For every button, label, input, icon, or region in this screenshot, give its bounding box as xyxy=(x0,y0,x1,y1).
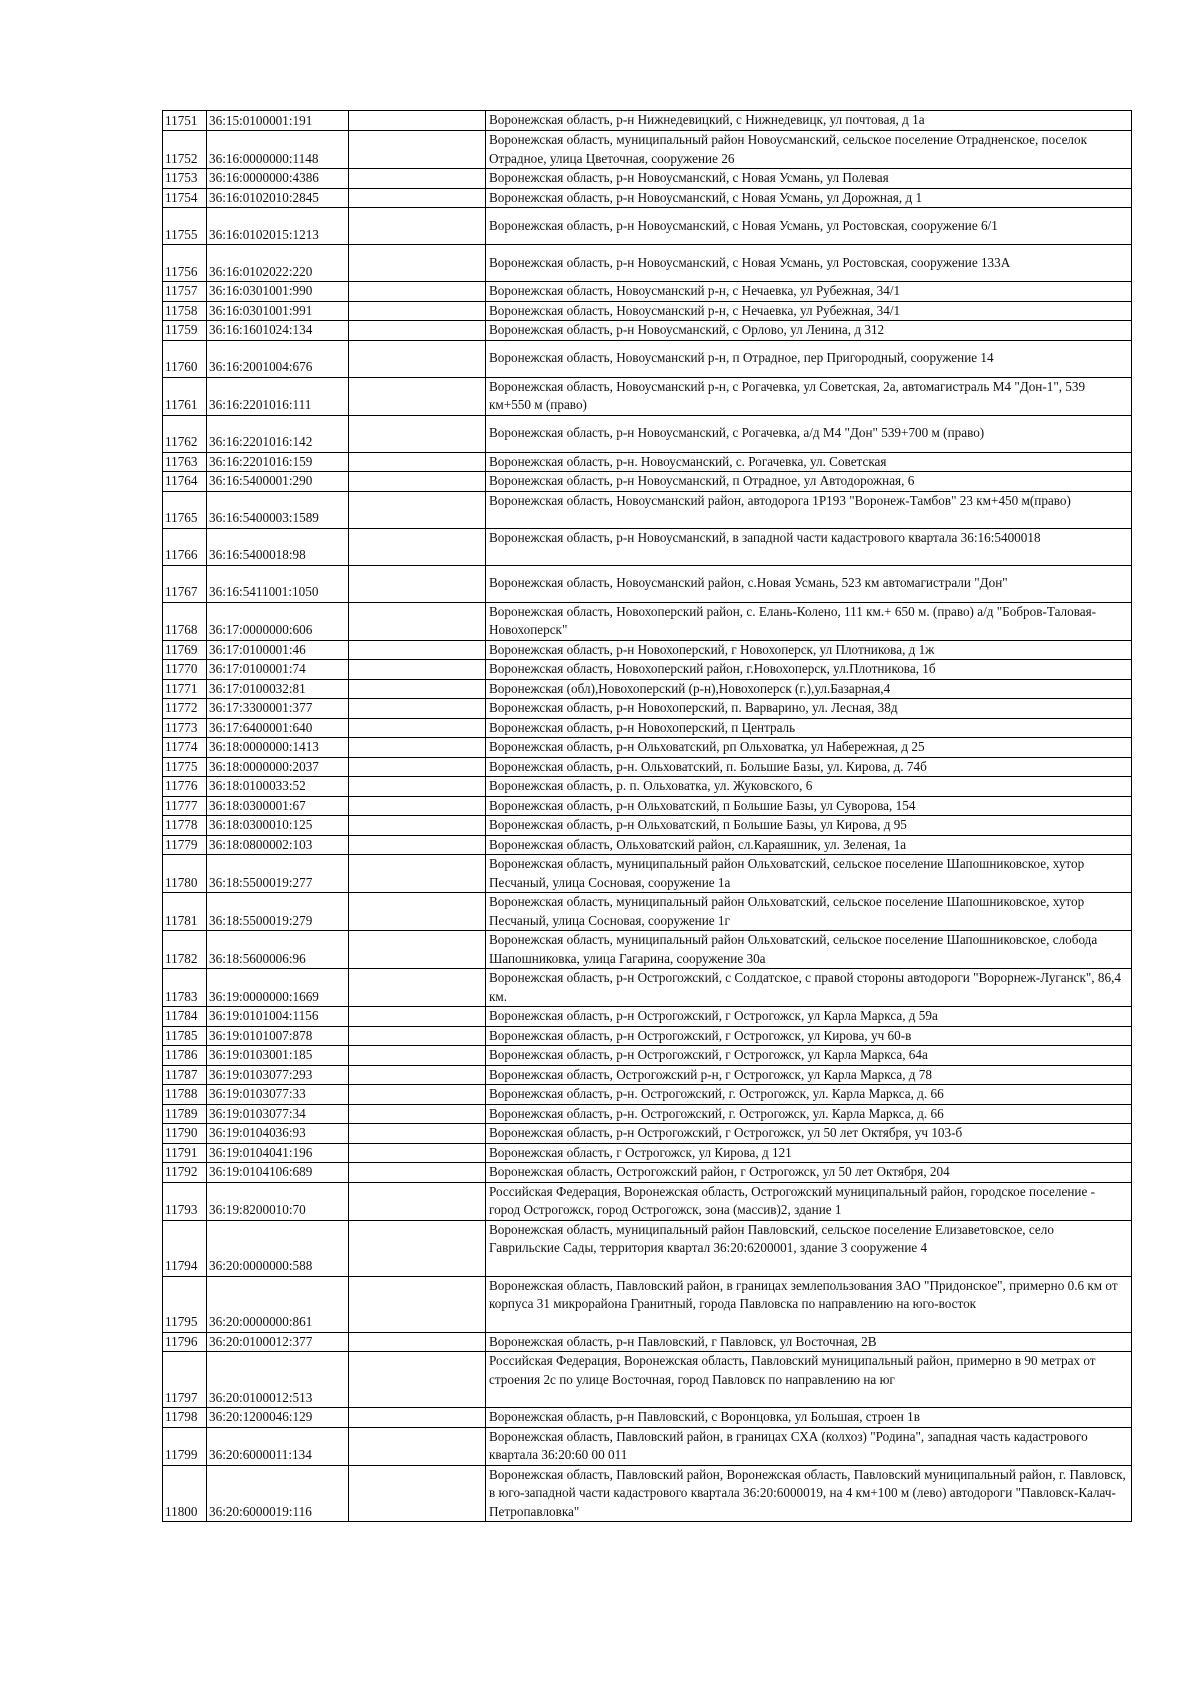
cadastral-number-cell: 36:19:0103001:185 xyxy=(207,1046,349,1066)
empty-cell xyxy=(349,1124,486,1144)
address-cell: Воронежская область, р-н Новохоперский, п Централь xyxy=(486,718,1132,738)
address-cell: Воронежская область, р-н Новоусманский, с Новая Усмань, ул Ростовская, сооружение 6/1 xyxy=(486,208,1132,245)
cadastral-number-cell: 36:16:2201016:159 xyxy=(207,452,349,472)
empty-cell xyxy=(349,111,486,131)
table-row xyxy=(163,640,1132,660)
row-number-cell: 11794 xyxy=(163,1220,207,1276)
row-number-cell: 11763 xyxy=(163,452,207,472)
table-row xyxy=(163,816,1132,836)
cadastral-number-cell: 36:18:5600006:96 xyxy=(207,931,349,969)
cadastral-number-cell: 36:16:2201016:142 xyxy=(207,415,349,452)
empty-cell xyxy=(349,528,486,565)
empty-cell xyxy=(349,1465,486,1522)
row-number-cell: 11797 xyxy=(163,1352,207,1408)
empty-cell xyxy=(349,491,486,528)
empty-cell xyxy=(349,1143,486,1163)
row-number-cell: 11778 xyxy=(163,816,207,836)
row-number-cell: 11770 xyxy=(163,660,207,680)
address-cell: Воронежская область, р-н Павловский, г Павловск, ул Восточная, 2В xyxy=(486,1332,1132,1352)
cadastral-number-cell: 36:19:0104036:93 xyxy=(207,1124,349,1144)
address-cell: Воронежская область, Новохоперский район, г.Новохоперск, ул.Плотникова, 1б xyxy=(486,660,1132,680)
empty-cell xyxy=(349,1182,486,1220)
cadastral-number-cell: 36:17:0000000:606 xyxy=(207,602,349,640)
row-number-cell: 11751 xyxy=(163,111,207,131)
address-cell: Воронежская область, р-н. Острогожский, г. Острогожск, ул. Карла Маркса, д. 66 xyxy=(486,1104,1132,1124)
cadastral-number-cell: 36:17:0100001:74 xyxy=(207,660,349,680)
empty-cell xyxy=(349,679,486,699)
table-row xyxy=(163,111,1132,131)
cadastral-number-cell: 36:20:0000000:588 xyxy=(207,1220,349,1276)
row-number-cell: 11774 xyxy=(163,738,207,758)
table-row xyxy=(163,893,1132,931)
address-cell: Воронежская (обл),Новохоперский (р-н),Новохоперск (г.),ул.Базарная,4 xyxy=(486,679,1132,699)
cadastral-number-cell: 36:20:6000019:116 xyxy=(207,1465,349,1522)
address-cell: Российская Федерация, Воронежская область, Павловский муниципальный район, примерно в 90 метрах от строения 2с по улице Восточная, город Павловск по направлению на юг xyxy=(486,1352,1132,1408)
table-row xyxy=(163,738,1132,758)
row-number-cell: 11777 xyxy=(163,796,207,816)
row-number-cell: 11776 xyxy=(163,777,207,797)
cadastral-number-cell: 36:19:0103077:293 xyxy=(207,1065,349,1085)
empty-cell xyxy=(349,415,486,452)
table-row xyxy=(163,491,1132,528)
table-row xyxy=(163,679,1132,699)
row-number-cell: 11768 xyxy=(163,602,207,640)
row-number-cell: 11764 xyxy=(163,472,207,492)
row-number-cell: 11795 xyxy=(163,1276,207,1332)
row-number-cell: 11753 xyxy=(163,169,207,189)
address-cell: Воронежская область, р-н Ольховатский, п Большие Базы, ул Суворова, 154 xyxy=(486,796,1132,816)
address-cell: Воронежская область, Новоусманский р-н, с Нечаевка, ул Рубежная, 34/1 xyxy=(486,282,1132,302)
address-cell: Воронежская область, р-н Ольховатский, рп Ольховатка, ул Набережная, д 25 xyxy=(486,738,1132,758)
row-number-cell: 11779 xyxy=(163,835,207,855)
address-cell: Воронежская область, Новоусманский район, с.Новая Усмань, 523 км автомагистрали "Дон" xyxy=(486,565,1132,602)
cadastral-number-cell: 36:16:5411001:1050 xyxy=(207,565,349,602)
address-cell: Воронежская область, р-н Новоусманский, с Новая Усмань, ул Ростовская, сооружение 133А xyxy=(486,245,1132,282)
row-number-cell: 11765 xyxy=(163,491,207,528)
row-number-cell: 11771 xyxy=(163,679,207,699)
row-number-cell: 11760 xyxy=(163,340,207,377)
address-cell: Воронежская область, Острогожский район, г Острогожск, ул 50 лет Октября, 204 xyxy=(486,1163,1132,1183)
empty-cell xyxy=(349,301,486,321)
empty-cell xyxy=(349,1408,486,1428)
empty-cell xyxy=(349,1220,486,1276)
empty-cell xyxy=(349,660,486,680)
address-cell: Воронежская область, р. п. Ольховатка, ул. Жуковского, 6 xyxy=(486,777,1132,797)
cadastral-number-cell: 36:16:0301001:991 xyxy=(207,301,349,321)
empty-cell xyxy=(349,777,486,797)
row-number-cell: 11791 xyxy=(163,1143,207,1163)
row-number-cell: 11800 xyxy=(163,1465,207,1522)
address-cell: Воронежская область, Новоусманский район, автодорога 1Р193 "Воронеж-Тамбов" 23 км+450 м(право) xyxy=(486,491,1132,528)
table-row xyxy=(163,528,1132,565)
table-row xyxy=(163,931,1132,969)
cadastral-number-cell: 36:20:0100012:513 xyxy=(207,1352,349,1408)
cadastral-number-cell: 36:16:0000000:1148 xyxy=(207,131,349,169)
row-number-cell: 11798 xyxy=(163,1408,207,1428)
row-number-cell: 11775 xyxy=(163,757,207,777)
empty-cell xyxy=(349,855,486,893)
row-number-cell: 11783 xyxy=(163,969,207,1007)
table-row xyxy=(163,282,1132,302)
table-row xyxy=(163,131,1132,169)
empty-cell xyxy=(349,1427,486,1465)
cadastral-number-cell: 36:18:0000000:2037 xyxy=(207,757,349,777)
empty-cell xyxy=(349,208,486,245)
empty-cell xyxy=(349,1276,486,1332)
table-row xyxy=(163,855,1132,893)
row-number-cell: 11766 xyxy=(163,528,207,565)
empty-cell xyxy=(349,816,486,836)
empty-cell xyxy=(349,969,486,1007)
cadastral-number-cell: 36:17:0100001:46 xyxy=(207,640,349,660)
table-row xyxy=(163,602,1132,640)
empty-cell xyxy=(349,565,486,602)
table-row xyxy=(163,1352,1132,1408)
address-cell: Воронежская область, р-н Новохоперский, г Новохоперск, ул Плотникова, д 1ж xyxy=(486,640,1132,660)
address-cell: Воронежская область, р-н. Ольховатский, п. Большие Базы, ул. Кирова, д. 74б xyxy=(486,757,1132,777)
cadastral-number-cell: 36:16:2201016:111 xyxy=(207,377,349,415)
cadastral-number-cell: 36:20:6000011:134 xyxy=(207,1427,349,1465)
cadastral-number-cell: 36:16:5400003:1589 xyxy=(207,491,349,528)
cadastral-number-cell: 36:19:0000000:1669 xyxy=(207,969,349,1007)
row-number-cell: 11788 xyxy=(163,1085,207,1105)
address-cell: Воронежская область, Ольховатский район, сл.Караяшник, ул. Зеленая, 1а xyxy=(486,835,1132,855)
row-number-cell: 11792 xyxy=(163,1163,207,1183)
cadastral-number-cell: 36:16:1601024:134 xyxy=(207,321,349,341)
table-row xyxy=(163,1143,1132,1163)
address-cell: Воронежская область, р-н Новоусманский, с Орлово, ул Ленина, д 312 xyxy=(486,321,1132,341)
cadastral-number-cell: 36:16:0301001:990 xyxy=(207,282,349,302)
address-cell: Воронежская область, Павловский район, Воронежская область, Павловский муниципальный район, г. Павловск, в юго-западной части кадастрового квартала 36:20:6000019, на 4 км+100 м (лево) автодороги "Павловск-Калач-Петропавловка" xyxy=(486,1465,1132,1522)
empty-cell xyxy=(349,131,486,169)
address-cell: Воронежская область, Новоусманский р-н, п Отрадное, пер Пригородный, сооружение 14 xyxy=(486,340,1132,377)
table-row xyxy=(163,472,1132,492)
cadastral-number-cell: 36:16:0000000:4386 xyxy=(207,169,349,189)
address-cell: Воронежская область, р-н Нижнедевицкий, с Нижнедевицк, ул почтовая, д 1а xyxy=(486,111,1132,131)
empty-cell xyxy=(349,1332,486,1352)
row-number-cell: 11767 xyxy=(163,565,207,602)
table-row xyxy=(163,1427,1132,1465)
address-cell: Российская Федерация, Воронежская область, Острогожский муниципальный район, городское поселение - город Острогожск, город Острогожск, зона (массив)2, здание 1 xyxy=(486,1182,1132,1220)
row-number-cell: 11793 xyxy=(163,1182,207,1220)
empty-cell xyxy=(349,931,486,969)
empty-cell xyxy=(349,188,486,208)
empty-cell xyxy=(349,282,486,302)
address-cell: Воронежская область, муниципальный район Ольховатский, сельское поселение Шапошниковское, слобода Шапошниковка, улица Гагарина, сооружение 30а xyxy=(486,931,1132,969)
row-number-cell: 11757 xyxy=(163,282,207,302)
empty-cell xyxy=(349,1352,486,1408)
address-cell: Воронежская область, муниципальный район Ольховатский, сельское поселение Шапошниковское, хутор Песчаный, улица Сосновая, сооружение 1а xyxy=(486,855,1132,893)
empty-cell xyxy=(349,796,486,816)
table-row xyxy=(163,245,1132,282)
empty-cell xyxy=(349,893,486,931)
table-row xyxy=(163,1026,1132,1046)
table-row xyxy=(163,796,1132,816)
row-number-cell: 11752 xyxy=(163,131,207,169)
address-cell: Воронежская область, р-н Новоусманский, с Новая Усмань, ул Дорожная, д 1 xyxy=(486,188,1132,208)
cadastral-number-cell: 36:19:0101004:1156 xyxy=(207,1007,349,1027)
registry-table-body xyxy=(163,111,1132,1522)
registry-table xyxy=(162,110,1132,1522)
empty-cell xyxy=(349,245,486,282)
row-number-cell: 11759 xyxy=(163,321,207,341)
cadastral-number-cell: 36:18:0000000:1413 xyxy=(207,738,349,758)
table-row xyxy=(163,1065,1132,1085)
cadastral-number-cell: 36:17:0100032:81 xyxy=(207,679,349,699)
address-cell: Воронежская область, р-н Новоусманский, с Новая Усмань, ул Полевая xyxy=(486,169,1132,189)
row-number-cell: 11790 xyxy=(163,1124,207,1144)
address-cell: Воронежская область, р-н. Острогожский, г. Острогожск, ул. Карла Маркса, д. 66 xyxy=(486,1085,1132,1105)
row-number-cell: 11786 xyxy=(163,1046,207,1066)
empty-cell xyxy=(349,452,486,472)
empty-cell xyxy=(349,1007,486,1027)
empty-cell xyxy=(349,472,486,492)
cadastral-number-cell: 36:18:0800002:103 xyxy=(207,835,349,855)
address-cell: Воронежская область, р-н Острогожский, с Солдатское, с правой стороны автодороги "Ворорнеж-Луганск", 86,4 км. xyxy=(486,969,1132,1007)
row-number-cell: 11785 xyxy=(163,1026,207,1046)
cadastral-number-cell: 36:17:6400001:640 xyxy=(207,718,349,738)
table-row xyxy=(163,321,1132,341)
table-row xyxy=(163,301,1132,321)
row-number-cell: 11784 xyxy=(163,1007,207,1027)
cadastral-number-cell: 36:19:0104106:689 xyxy=(207,1163,349,1183)
address-cell: Воронежская область, муниципальный район Ольховатский, сельское поселение Шапошниковское, хутор Песчаный, улица Сосновая, сооружение 1г xyxy=(486,893,1132,931)
address-cell: Воронежская область, муниципальный район Новоусманский, сельское поселение Отрадненское, поселок Отрадное, улица Цветочная, сооружение 26 xyxy=(486,131,1132,169)
table-row xyxy=(163,835,1132,855)
cadastral-number-cell: 36:18:0100033:52 xyxy=(207,777,349,797)
address-cell: Воронежская область, р-н Острогожский, г Острогожск, ул Кирова, уч 60-в xyxy=(486,1026,1132,1046)
table-row xyxy=(163,777,1132,797)
row-number-cell: 11787 xyxy=(163,1065,207,1085)
address-cell: Воронежская область, Новоусманский р-н, с Рогачевка, ул Советская, 2а, автомагистраль М4 "Дон-1", 539 км+550 м (право) xyxy=(486,377,1132,415)
address-cell: Воронежская область, Павловский район, в границах землепользования ЗАО "Придонское", примерно 0.6 км от корпуса 31 микрорайона Гранитный, города Павловска по направлению на юго-восток xyxy=(486,1276,1132,1332)
empty-cell xyxy=(349,377,486,415)
cadastral-number-cell: 36:20:1200046:129 xyxy=(207,1408,349,1428)
cadastral-number-cell: 36:19:0104041:196 xyxy=(207,1143,349,1163)
cadastral-number-cell: 36:16:0102010:2845 xyxy=(207,188,349,208)
address-cell: Воронежская область, р-н Острогожский, г Острогожск, ул Карла Маркса, 64а xyxy=(486,1046,1132,1066)
address-cell: Воронежская область, Новоусманский р-н, с Нечаевка, ул Рубежная, 34/1 xyxy=(486,301,1132,321)
cadastral-number-cell: 36:18:0300010:125 xyxy=(207,816,349,836)
address-cell: Воронежская область, р-н Новохоперский, п. Варварино, ул. Лесная, 38д xyxy=(486,699,1132,719)
empty-cell xyxy=(349,699,486,719)
table-row xyxy=(163,660,1132,680)
cadastral-number-cell: 36:16:5400001:290 xyxy=(207,472,349,492)
table-row xyxy=(163,208,1132,245)
table-row xyxy=(163,1182,1132,1220)
empty-cell xyxy=(349,738,486,758)
address-cell: Воронежская область, р-н Новоусманский, в западной части кадастрового квартала 36:16:5400018 xyxy=(486,528,1132,565)
empty-cell xyxy=(349,757,486,777)
table-row xyxy=(163,1085,1132,1105)
address-cell: Воронежская область, р-н Павловский, с Воронцовка, ул Большая, строен 1в xyxy=(486,1408,1132,1428)
cadastral-number-cell: 36:15:0100001:191 xyxy=(207,111,349,131)
table-row xyxy=(163,1276,1132,1332)
row-number-cell: 11799 xyxy=(163,1427,207,1465)
address-cell: Воронежская область, р-н Новоусманский, п Отрадное, ул Автодорожная, 6 xyxy=(486,472,1132,492)
cadastral-number-cell: 36:20:0000000:861 xyxy=(207,1276,349,1332)
address-cell: Воронежская область, р-н Новоусманский, с Рогачевка, а/д М4 "Дон" 539+700 м (право) xyxy=(486,415,1132,452)
cadastral-number-cell: 36:18:0300001:67 xyxy=(207,796,349,816)
address-cell: Воронежская область, г Острогожск, ул Кирова, д 121 xyxy=(486,1143,1132,1163)
row-number-cell: 11796 xyxy=(163,1332,207,1352)
address-cell: Воронежская область, р-н Острогожский, г Острогожск, ул Карла Маркса, д 59а xyxy=(486,1007,1132,1027)
row-number-cell: 11772 xyxy=(163,699,207,719)
row-number-cell: 11758 xyxy=(163,301,207,321)
empty-cell xyxy=(349,640,486,660)
row-number-cell: 11781 xyxy=(163,893,207,931)
cadastral-number-cell: 36:17:3300001:377 xyxy=(207,699,349,719)
empty-cell xyxy=(349,169,486,189)
table-row xyxy=(163,415,1132,452)
row-number-cell: 11754 xyxy=(163,188,207,208)
row-number-cell: 11761 xyxy=(163,377,207,415)
empty-cell xyxy=(349,340,486,377)
address-cell: Воронежская область, Острогожский р-н, г Острогожск, ул Карла Маркса, д 78 xyxy=(486,1065,1132,1085)
table-row xyxy=(163,699,1132,719)
table-row xyxy=(163,340,1132,377)
cadastral-number-cell: 36:18:5500019:279 xyxy=(207,893,349,931)
row-number-cell: 11769 xyxy=(163,640,207,660)
table-row xyxy=(163,1332,1132,1352)
empty-cell xyxy=(349,1026,486,1046)
address-cell: Воронежская область, р-н Ольховатский, п Большие Базы, ул Кирова, д 95 xyxy=(486,816,1132,836)
table-row xyxy=(163,757,1132,777)
table-row xyxy=(163,1465,1132,1522)
table-row xyxy=(163,718,1132,738)
address-cell: Воронежская область, Новохоперский район, с. Елань-Колено, 111 км.+ 650 м. (право) а/д "Бобров-Таловая-Новохоперск" xyxy=(486,602,1132,640)
cadastral-number-cell: 36:16:0102015:1213 xyxy=(207,208,349,245)
row-number-cell: 11780 xyxy=(163,855,207,893)
empty-cell xyxy=(349,321,486,341)
table-row xyxy=(163,452,1132,472)
row-number-cell: 11756 xyxy=(163,245,207,282)
cadastral-number-cell: 36:16:0102022:220 xyxy=(207,245,349,282)
table-row xyxy=(163,1163,1132,1183)
table-row xyxy=(163,1007,1132,1027)
row-number-cell: 11755 xyxy=(163,208,207,245)
table-row xyxy=(163,969,1132,1007)
empty-cell xyxy=(349,1046,486,1066)
table-row xyxy=(163,1104,1132,1124)
table-row xyxy=(163,565,1132,602)
empty-cell xyxy=(349,1065,486,1085)
cadastral-number-cell: 36:20:0100012:377 xyxy=(207,1332,349,1352)
cadastral-number-cell: 36:16:2001004:676 xyxy=(207,340,349,377)
row-number-cell: 11789 xyxy=(163,1104,207,1124)
row-number-cell: 11773 xyxy=(163,718,207,738)
empty-cell xyxy=(349,718,486,738)
table-row xyxy=(163,1408,1132,1428)
empty-cell xyxy=(349,602,486,640)
address-cell: Воронежская область, Павловский район, в границах СХА (колхоз) "Родина", западная часть кадастрового квартала 36:20:60 00 011 xyxy=(486,1427,1132,1465)
cadastral-number-cell: 36:19:0103077:33 xyxy=(207,1085,349,1105)
empty-cell xyxy=(349,835,486,855)
empty-cell xyxy=(349,1085,486,1105)
cadastral-number-cell: 36:19:8200010:70 xyxy=(207,1182,349,1220)
row-number-cell: 11782 xyxy=(163,931,207,969)
cadastral-number-cell: 36:19:0101007:878 xyxy=(207,1026,349,1046)
table-row xyxy=(163,1124,1132,1144)
empty-cell xyxy=(349,1104,486,1124)
address-cell: Воронежская область, муниципальный район Павловский, сельское поселение Елизаветовское, село Гаврильские Сады, территория квартал 36:20:6200001, здание 3 сооружение 4 xyxy=(486,1220,1132,1276)
table-row xyxy=(163,1220,1132,1276)
empty-cell xyxy=(349,1163,486,1183)
table-row xyxy=(163,169,1132,189)
cadastral-number-cell: 36:19:0103077:34 xyxy=(207,1104,349,1124)
cadastral-number-cell: 36:18:5500019:277 xyxy=(207,855,349,893)
cadastral-number-cell: 36:16:5400018:98 xyxy=(207,528,349,565)
address-cell: Воронежская область, р-н. Новоусманский, с. Рогачевка, ул. Советская xyxy=(486,452,1132,472)
table-row xyxy=(163,188,1132,208)
row-number-cell: 11762 xyxy=(163,415,207,452)
table-row xyxy=(163,1046,1132,1066)
address-cell: Воронежская область, р-н Острогожский, г Острогожск, ул 50 лет Октября, уч 103-б xyxy=(486,1124,1132,1144)
table-row xyxy=(163,377,1132,415)
